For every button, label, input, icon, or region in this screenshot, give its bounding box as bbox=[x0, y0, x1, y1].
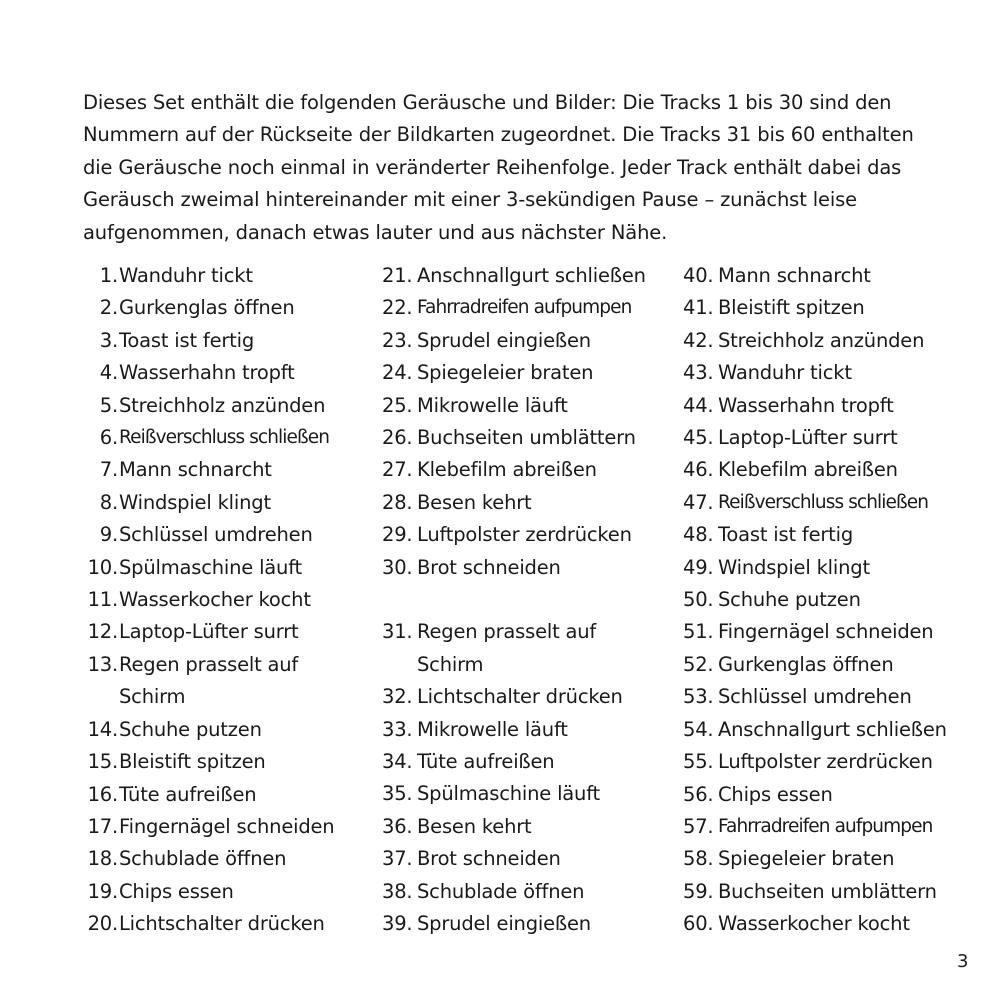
track-label: Reißverschluss schließen bbox=[718, 491, 929, 513]
track-number: 26. bbox=[382, 426, 413, 450]
track-number: 1. bbox=[99, 264, 118, 287]
track-item bbox=[683, 616, 983, 648]
track-number: 29. bbox=[382, 523, 413, 547]
track-number: 37. bbox=[382, 847, 413, 871]
track-item bbox=[83, 357, 368, 389]
track-label: Tüte aufreißen bbox=[417, 750, 555, 774]
track-number: 53. bbox=[683, 685, 714, 709]
track-label: Schublade öffnen bbox=[119, 847, 287, 871]
track-label: Buchseiten umblättern bbox=[718, 879, 937, 903]
track-item bbox=[382, 908, 677, 940]
track-number: 28. bbox=[382, 490, 413, 514]
track-item bbox=[683, 876, 983, 908]
track-item bbox=[382, 681, 677, 713]
track-label: Chips essen bbox=[718, 782, 833, 806]
track-number: 54. bbox=[683, 717, 714, 741]
track-label: Windspiel klingt bbox=[718, 555, 870, 579]
track-item bbox=[683, 843, 983, 875]
track-item bbox=[683, 746, 983, 778]
track-item bbox=[83, 552, 368, 584]
track-label: Toast ist fertig bbox=[119, 328, 255, 352]
track-number: 3. bbox=[99, 328, 118, 352]
track-label: Bleistift spitzen bbox=[718, 296, 865, 320]
track-list-column-3 bbox=[683, 260, 983, 941]
track-label: Luftpolster zerdrücken bbox=[417, 523, 632, 547]
track-number: 23. bbox=[382, 328, 413, 352]
track-label: Klebefilm abreißen bbox=[718, 458, 898, 482]
track-label: Mann schnarcht bbox=[718, 264, 871, 287]
track-number: 24. bbox=[382, 361, 413, 385]
track-label: Schuhe putzen bbox=[119, 717, 262, 741]
track-label: Brot schneiden bbox=[417, 847, 561, 871]
track-number: 49. bbox=[683, 555, 714, 579]
track-label: Fahrradreifen aufpumpen bbox=[417, 297, 632, 319]
track-item bbox=[83, 487, 368, 519]
track-label: Lichtschalter drücken bbox=[119, 912, 325, 936]
track-item bbox=[382, 843, 677, 875]
track-label: Mikrowelle läuft bbox=[417, 393, 568, 417]
track-number: 5. bbox=[99, 393, 118, 417]
track-item bbox=[382, 325, 677, 357]
track-label: Wasserkocher kocht bbox=[119, 588, 311, 612]
track-item bbox=[83, 325, 368, 357]
track-label: Wanduhr tickt bbox=[718, 361, 852, 385]
track-number: 13. bbox=[87, 652, 118, 676]
track-item bbox=[83, 519, 368, 551]
track-item bbox=[683, 552, 983, 584]
track-label: Spülmaschine läuft bbox=[119, 555, 302, 579]
track-number: 6. bbox=[99, 426, 118, 450]
track-item bbox=[683, 390, 983, 422]
track-label: Fingernägel schneiden bbox=[119, 814, 335, 838]
track-label: Buchseiten umblättern bbox=[417, 426, 636, 450]
track-item bbox=[83, 779, 368, 811]
track-number: 25. bbox=[382, 393, 413, 417]
track-label: Bleistift spitzen bbox=[119, 750, 266, 774]
track-item bbox=[683, 584, 983, 616]
track-label: Anschnallgurt schließen bbox=[718, 717, 947, 741]
track-item bbox=[382, 454, 677, 486]
track-item bbox=[382, 746, 677, 778]
track-item bbox=[382, 811, 677, 843]
track-item bbox=[382, 778, 677, 810]
track-label: Sprudel eingießen bbox=[417, 328, 591, 352]
track-label: Regen prasselt auf Schirm bbox=[417, 620, 597, 676]
track-item bbox=[382, 714, 677, 746]
track-number: 17. bbox=[87, 814, 118, 838]
track-label: Mann schnarcht bbox=[119, 458, 272, 482]
track-number: 4. bbox=[99, 361, 118, 385]
track-label: Reißverschluss schließen bbox=[119, 427, 330, 449]
track-item bbox=[683, 292, 983, 324]
track-number: 46. bbox=[683, 458, 714, 482]
track-item bbox=[83, 260, 368, 292]
track-number: 55. bbox=[683, 750, 714, 774]
track-item bbox=[382, 292, 677, 324]
page-number: 3 bbox=[957, 951, 969, 972]
track-item bbox=[683, 325, 983, 357]
track-number: 20. bbox=[87, 912, 118, 936]
track-item bbox=[382, 487, 677, 519]
track-number: 48. bbox=[683, 523, 714, 547]
track-label: Schuhe putzen bbox=[718, 588, 861, 612]
track-number: 50. bbox=[683, 588, 714, 612]
track-item bbox=[382, 876, 677, 908]
track-number: 41. bbox=[683, 296, 714, 320]
track-number: 57. bbox=[683, 814, 714, 838]
track-label: Anschnallgurt schließen bbox=[417, 264, 646, 287]
track-item bbox=[83, 908, 368, 940]
track-label: Regen prasselt auf Schirm bbox=[119, 652, 299, 709]
track-number: 2. bbox=[99, 296, 118, 320]
track-label: Toast ist fertig bbox=[718, 523, 854, 547]
track-number: 31. bbox=[382, 620, 413, 644]
track-number: 56. bbox=[683, 782, 714, 806]
track-label: Streichholz anzünden bbox=[119, 393, 326, 417]
track-label: Lichtschalter drücken bbox=[417, 685, 623, 709]
column-spacer bbox=[382, 584, 677, 616]
track-item bbox=[83, 649, 368, 714]
track-label: Mikrowelle läuft bbox=[417, 717, 568, 741]
track-number: 18. bbox=[87, 847, 118, 871]
track-number: 33. bbox=[382, 717, 413, 741]
track-number: 60. bbox=[683, 912, 714, 936]
track-item bbox=[382, 390, 677, 422]
track-number: 9. bbox=[99, 523, 118, 547]
track-number: 42. bbox=[683, 328, 714, 352]
track-label: Brot schneiden bbox=[417, 555, 561, 579]
track-number: 45. bbox=[683, 426, 714, 450]
track-number: 35. bbox=[382, 782, 413, 806]
track-item bbox=[83, 876, 368, 908]
track-item bbox=[683, 811, 983, 843]
track-item bbox=[83, 584, 368, 616]
track-item bbox=[683, 681, 983, 713]
track-number: 58. bbox=[683, 847, 714, 871]
track-number: 36. bbox=[382, 814, 413, 838]
track-number: 22. bbox=[382, 296, 413, 320]
track-label: Gurkenglas öffnen bbox=[718, 652, 894, 676]
track-number: 38. bbox=[382, 879, 413, 903]
track-number: 59. bbox=[683, 879, 714, 903]
track-number: 14. bbox=[87, 717, 118, 741]
track-item bbox=[683, 422, 983, 454]
track-item bbox=[683, 649, 983, 681]
track-number: 10. bbox=[87, 555, 118, 579]
track-number: 15. bbox=[87, 750, 118, 774]
track-number: 39. bbox=[382, 912, 413, 936]
track-item bbox=[382, 357, 677, 389]
track-label: Spiegeleier braten bbox=[718, 847, 895, 871]
track-item bbox=[83, 422, 368, 454]
track-label: Tüte aufreißen bbox=[119, 782, 257, 806]
track-list-column-2 bbox=[382, 260, 677, 941]
track-label: Schublade öffnen bbox=[417, 879, 585, 903]
track-label: Windspiel klingt bbox=[119, 490, 271, 514]
track-item bbox=[382, 519, 677, 551]
track-item bbox=[683, 260, 983, 292]
track-number: 34. bbox=[382, 750, 413, 774]
track-number: 21. bbox=[382, 264, 413, 287]
track-item bbox=[382, 552, 677, 584]
track-item bbox=[683, 779, 983, 811]
track-item bbox=[83, 714, 368, 746]
track-item bbox=[683, 454, 983, 486]
track-number: 16. bbox=[87, 782, 118, 806]
track-item bbox=[83, 292, 368, 324]
track-number: 27. bbox=[382, 458, 413, 482]
track-item bbox=[683, 519, 983, 551]
track-label: Spülmaschine läuft bbox=[417, 782, 600, 806]
track-item bbox=[83, 454, 368, 486]
track-item bbox=[83, 811, 368, 843]
track-label: Wasserkocher kocht bbox=[718, 912, 910, 936]
track-number: 44. bbox=[683, 393, 714, 417]
track-label: Wasserhahn tropft bbox=[119, 361, 295, 385]
track-label: Laptop-Lüfter surrt bbox=[718, 426, 898, 450]
track-number: 30. bbox=[382, 555, 413, 579]
track-item bbox=[683, 714, 983, 746]
track-label: Wanduhr tickt bbox=[119, 264, 253, 287]
track-label: Besen kehrt bbox=[417, 814, 532, 838]
track-number: 51. bbox=[683, 620, 714, 644]
track-item bbox=[382, 260, 677, 292]
track-number: 19. bbox=[87, 879, 118, 903]
track-label: Klebefilm abreißen bbox=[417, 458, 597, 482]
track-label: Gurkenglas öffnen bbox=[119, 296, 295, 320]
track-number: 8. bbox=[99, 490, 118, 514]
intro-paragraph: Dieses Set enthält die folgenden Geräusche und Bilder: Die Tracks 1 bis 30 sind den Nummern auf der Rückseite der Bildkarten zugeordnet. Die Tracks 31 bis 60 enthalten die Geräusche noch einmal in veränderter Reihenfolge. Jeder Track enthält dabei das Geräusch zweimal hintereinander mit einer 3-sekündigen Pause – zunächst leise aufgenommen, danach etwas lauter und aus nächster Nähe. bbox=[83, 91, 914, 244]
track-number: 47. bbox=[683, 490, 714, 514]
track-label: Wasserhahn tropft bbox=[718, 393, 894, 417]
track-number: 40. bbox=[683, 264, 714, 287]
track-item bbox=[683, 357, 983, 389]
track-number: 32. bbox=[382, 685, 413, 709]
track-number: 12. bbox=[87, 620, 118, 644]
track-item bbox=[83, 390, 368, 422]
track-number: 11. bbox=[87, 588, 118, 612]
track-label: Laptop-Lüfter surrt bbox=[119, 620, 299, 644]
track-label: Sprudel eingießen bbox=[417, 912, 591, 936]
track-number: 43. bbox=[683, 361, 714, 385]
track-label: Luftpolster zerdrücken bbox=[718, 750, 933, 774]
track-item bbox=[83, 616, 368, 648]
track-item bbox=[83, 746, 368, 778]
track-number: 52. bbox=[683, 652, 714, 676]
track-item bbox=[683, 908, 983, 940]
track-label: Besen kehrt bbox=[417, 490, 532, 514]
track-item bbox=[382, 422, 677, 454]
track-label: Streichholz anzünden bbox=[718, 328, 925, 352]
track-list-column-1 bbox=[83, 260, 368, 941]
track-label: Schlüssel umdrehen bbox=[119, 523, 313, 547]
track-label: Spiegeleier braten bbox=[417, 361, 594, 385]
track-number: 7. bbox=[99, 458, 118, 482]
track-label: Fahrradreifen aufpumpen bbox=[718, 815, 933, 837]
track-item bbox=[683, 487, 983, 519]
track-item bbox=[382, 616, 677, 681]
track-label: Fingernägel schneiden bbox=[718, 620, 934, 644]
track-item bbox=[83, 843, 368, 875]
track-label: Schlüssel umdrehen bbox=[718, 685, 912, 709]
track-label: Chips essen bbox=[119, 879, 234, 903]
